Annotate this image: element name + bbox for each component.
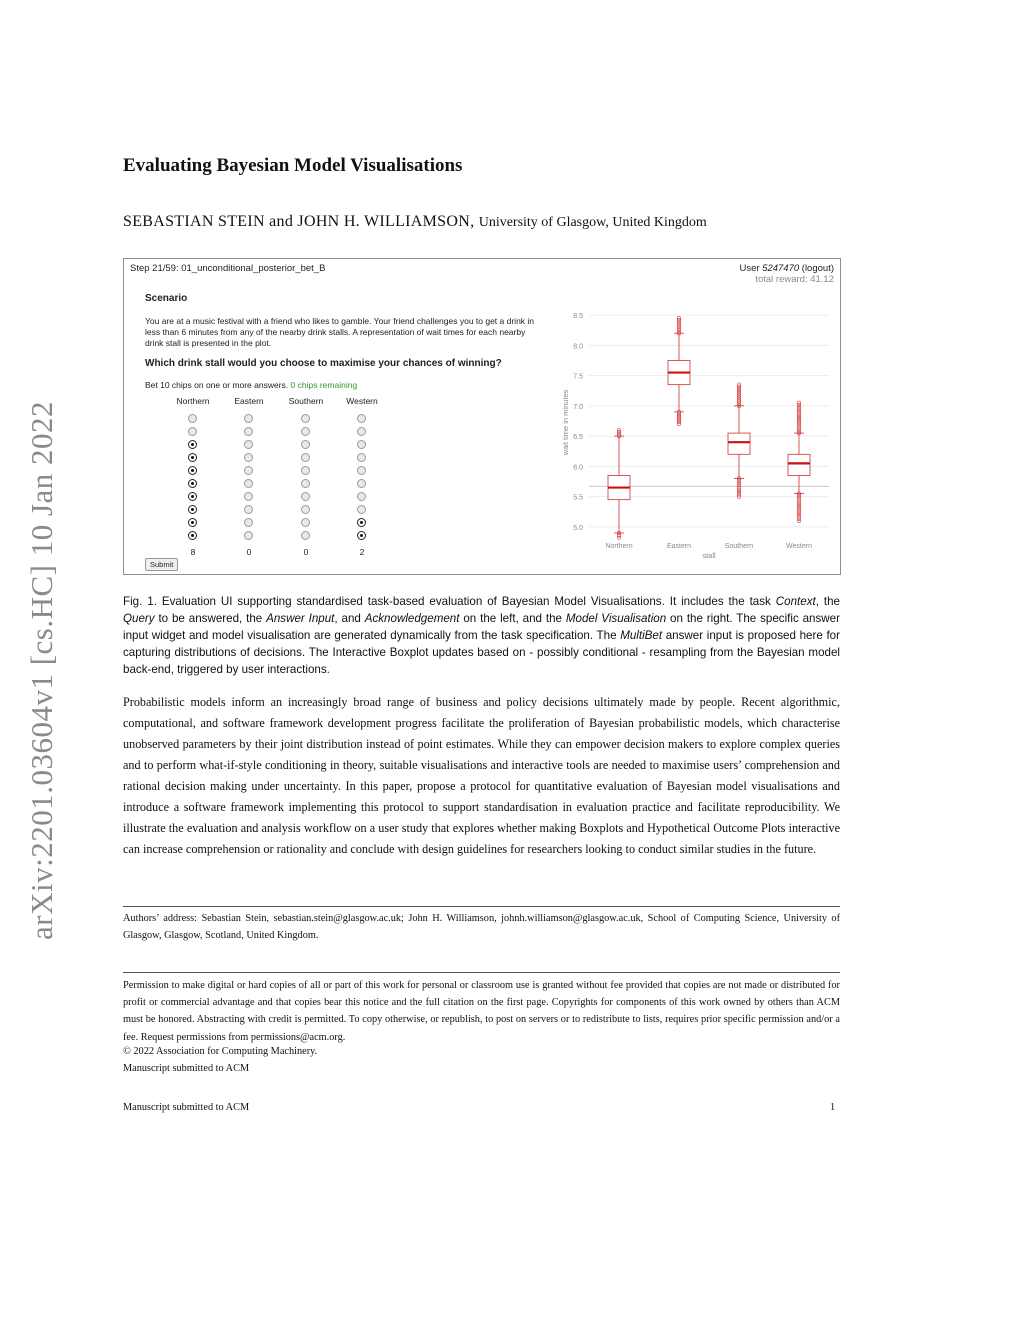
bet-radio-southern[interactable] [301, 518, 310, 527]
bet-radio-northern[interactable] [188, 440, 197, 449]
logout-link[interactable]: (logout) [801, 263, 834, 274]
abstract-paragraph: Probabilistic models inform an increasingly broad range of business and policy decisions ultimately made by people. Recent algorithmic, computational, and software framework development progress facilitate the proliferation of Bayesian probabilistic models, which characterise unobserved parameters by their joint distribution instead of point estimates. While they can empower decision makers to explore complex queries and to perform what-if-style conditioning in theory, suitable visualisations and interactive tools are needed to maximise users’ comprehension and rational decision making under uncertainty. In this paper, propose a protocol for quantitative evaluation of Bayesian model visualisations and introduce a software framework implementing this protocol to support standardisation in evaluation practice and facilitate reproducibility. We illustrate the evaluation and analysis workflow on a user study that explores whether making Boxplots and Hypothetical Outcome Plots interactive can increase comprehension or rationality and conclude with design guidelines for researchers looking to conduct similar studies in the future. [123, 695, 840, 856]
caption-text: on the right. The specific answer input widget and model visualisation are generated dynamically from the task specification. The [123, 612, 840, 642]
bet-radio-northern[interactable] [188, 427, 197, 436]
chip-count-eastern: 0 [246, 547, 252, 557]
permission-notice: Permission to make digital or hard copies of all or part of this work for personal or classroom use is granted without fee provided that copies are not made or distributed for profit or commercial advantage and that copies bear this notice and the full citation on the first page. Copyrights for components of this work owned by others than ACM must be honored. Abstracting with credit is permitted. To copy otherwise, or republish, to post on servers or to redistribute to lists, requires prior specific permission and/or a fee. Request permissions from permissions@acm.org. [123, 980, 840, 1043]
chips-remaining: 0 chips remaining [290, 380, 358, 390]
x-tick-label: Western [786, 543, 812, 550]
caption-text: , the [815, 595, 840, 608]
bet-radio-northern[interactable] [188, 466, 197, 475]
x-axis-label: stall [702, 551, 716, 560]
y-tick-label: 7.0 [573, 403, 583, 411]
bet-radio-western[interactable] [357, 531, 366, 540]
bet-text: Bet 10 chips on one or more answers. [145, 380, 289, 390]
bet-radio-eastern[interactable] [244, 518, 253, 527]
chip-count-southern: 0 [303, 547, 309, 557]
x-tick-label: Southern [724, 543, 754, 550]
bet-radio-eastern[interactable] [244, 531, 253, 540]
caption-term: Acknowledgement [364, 612, 460, 625]
bet-radio-southern[interactable] [301, 414, 310, 423]
y-tick-label: 8.5 [573, 313, 583, 321]
bet-radio-western[interactable] [357, 453, 366, 462]
bet-radio-western[interactable] [357, 466, 366, 475]
bet-radio-western[interactable] [357, 440, 366, 449]
step-indicator: Step 21/59: 01_unconditional_posterior_bet_B [130, 263, 326, 274]
submit-button[interactable]: Submit [145, 558, 178, 571]
bet-radio-southern[interactable] [301, 492, 310, 501]
page-number: 1 [830, 1102, 836, 1113]
evaluation-ui-figure [123, 258, 841, 575]
y-axis-label: wait time in minutes [561, 389, 570, 456]
bet-radio-western[interactable] [357, 518, 366, 527]
caption-label: Fig. 1. [123, 595, 157, 608]
bet-radio-eastern[interactable] [244, 414, 253, 423]
divider [123, 972, 840, 973]
arxiv-side-label: arXiv:2201.03604v1 [cs.HC] 10 Jan 2022 [24, 400, 59, 940]
chip-count-northern: 8 [190, 547, 196, 557]
user-id: 5247470 [762, 263, 800, 274]
footer-left: Manuscript submitted to ACM [123, 1102, 250, 1113]
caption-term: MultiBet [620, 629, 663, 642]
bet-radio-eastern[interactable] [244, 466, 253, 475]
bet-radio-northern[interactable] [188, 492, 197, 501]
bet-radio-eastern[interactable] [244, 453, 253, 462]
question-text: Which drink stall would you choose to maximise your chances of winning? [145, 358, 502, 369]
divider [123, 906, 840, 907]
box-southern [728, 433, 750, 454]
scenario-text: You are at a music festival with a friend who likes to gamble. Your friend challenges you to get a drink in less than 6 minutes from any of the nearby drink stalls. A representation of wait times for each nearby drink stall is presented in the plot. [145, 316, 535, 348]
bet-radio-eastern[interactable] [244, 440, 253, 449]
bet-radio-western[interactable] [357, 479, 366, 488]
bet-radio-southern[interactable] [301, 466, 310, 475]
column-header-western: Western [346, 396, 378, 406]
user-prefix: User [739, 263, 760, 274]
x-tick-label: Eastern [666, 543, 692, 550]
interactive-boxplot[interactable] [554, 294, 834, 560]
caption-text: Evaluation UI supporting standardised task-based evaluation of Bayesian Model Visualisations. It includes the task [156, 595, 776, 608]
caption-term: Answer Input [266, 612, 335, 625]
bet-radio-western[interactable] [357, 505, 366, 514]
outlier-low [797, 519, 801, 523]
column-header-eastern: Eastern [234, 396, 264, 406]
y-tick-label: 6.0 [573, 464, 583, 472]
caption-text: , and [334, 612, 365, 625]
box-western [788, 454, 810, 475]
manuscript-note: Manuscript submitted to ACM [123, 1063, 250, 1074]
x-tick-label: Northern [605, 543, 633, 550]
total-reward: total reward: 41.12 [755, 274, 834, 285]
y-tick-label: 6.5 [573, 434, 583, 442]
caption-text: to be answered, the [154, 612, 267, 625]
bet-radio-eastern[interactable] [244, 479, 253, 488]
bet-radio-southern[interactable] [301, 453, 310, 462]
y-tick-label: 8.0 [573, 343, 583, 351]
caption-term: Model Visualisation [565, 612, 667, 625]
bet-radio-northern[interactable] [188, 414, 197, 423]
outlier-high [797, 401, 801, 405]
bet-radio-northern[interactable] [188, 531, 197, 540]
bet-radio-western[interactable] [357, 492, 366, 501]
scenario-heading: Scenario [145, 293, 188, 304]
user-info [739, 263, 834, 285]
bet-radio-eastern[interactable] [244, 492, 253, 501]
column-header-southern: Southern [288, 396, 324, 406]
figure-caption [123, 593, 840, 678]
bet-radio-southern[interactable] [301, 479, 310, 488]
y-tick-label: 7.5 [573, 373, 583, 381]
outlier-high [737, 383, 741, 387]
bet-instruction [145, 380, 357, 390]
y-tick-label: 5.0 [573, 524, 583, 532]
outlier-high [677, 316, 681, 320]
bet-radio-western[interactable] [357, 414, 366, 423]
paper-title: Evaluating Bayesian Model Visualisations [123, 155, 463, 176]
caption-term: Context [775, 595, 816, 608]
caption-text: on the left, and the [459, 612, 566, 625]
bet-radio-eastern[interactable] [244, 505, 253, 514]
author-affiliation: University of Glasgow, United Kingdom [478, 215, 707, 230]
bet-radio-eastern[interactable] [244, 427, 253, 436]
bet-radio-northern[interactable] [188, 453, 197, 462]
outlier-low [617, 536, 621, 540]
bet-radio-northern[interactable] [188, 479, 197, 488]
bet-radio-northern[interactable] [188, 505, 197, 514]
chip-count-western: 2 [359, 547, 365, 557]
author-line [123, 213, 707, 231]
caption-text: answer input is proposed here for capturing distributions of decisions. The Interactive Boxplot updates based on - possibly conditional - resampling from the Bayesian model back-end, triggered by user interactions. [123, 629, 840, 676]
column-header-northern: Northern [176, 396, 210, 406]
y-tick-label: 5.5 [573, 494, 583, 502]
bet-radio-northern[interactable] [188, 518, 197, 527]
bet-radio-western[interactable] [357, 427, 366, 436]
caption-term: Query [123, 612, 155, 625]
author-names: SEBASTIAN STEIN and JOHN H. WILLIAMSON, [123, 213, 475, 230]
bet-radio-southern[interactable] [301, 427, 310, 436]
bet-radio-southern[interactable] [301, 505, 310, 514]
authors-address: Authors’ address: Sebastian Stein, sebastian.stein@glasgow.ac.uk; John H. Williamson, johnh.williamson@glasgow.ac.uk, School of Computing Science, University of Glasgow, Glasgow, Scotland, United Kingdom. [123, 913, 840, 941]
copyright-line: © 2022 Association for Computing Machinery. [123, 1046, 318, 1057]
bet-radio-southern[interactable] [301, 531, 310, 540]
bet-radio-southern[interactable] [301, 440, 310, 449]
